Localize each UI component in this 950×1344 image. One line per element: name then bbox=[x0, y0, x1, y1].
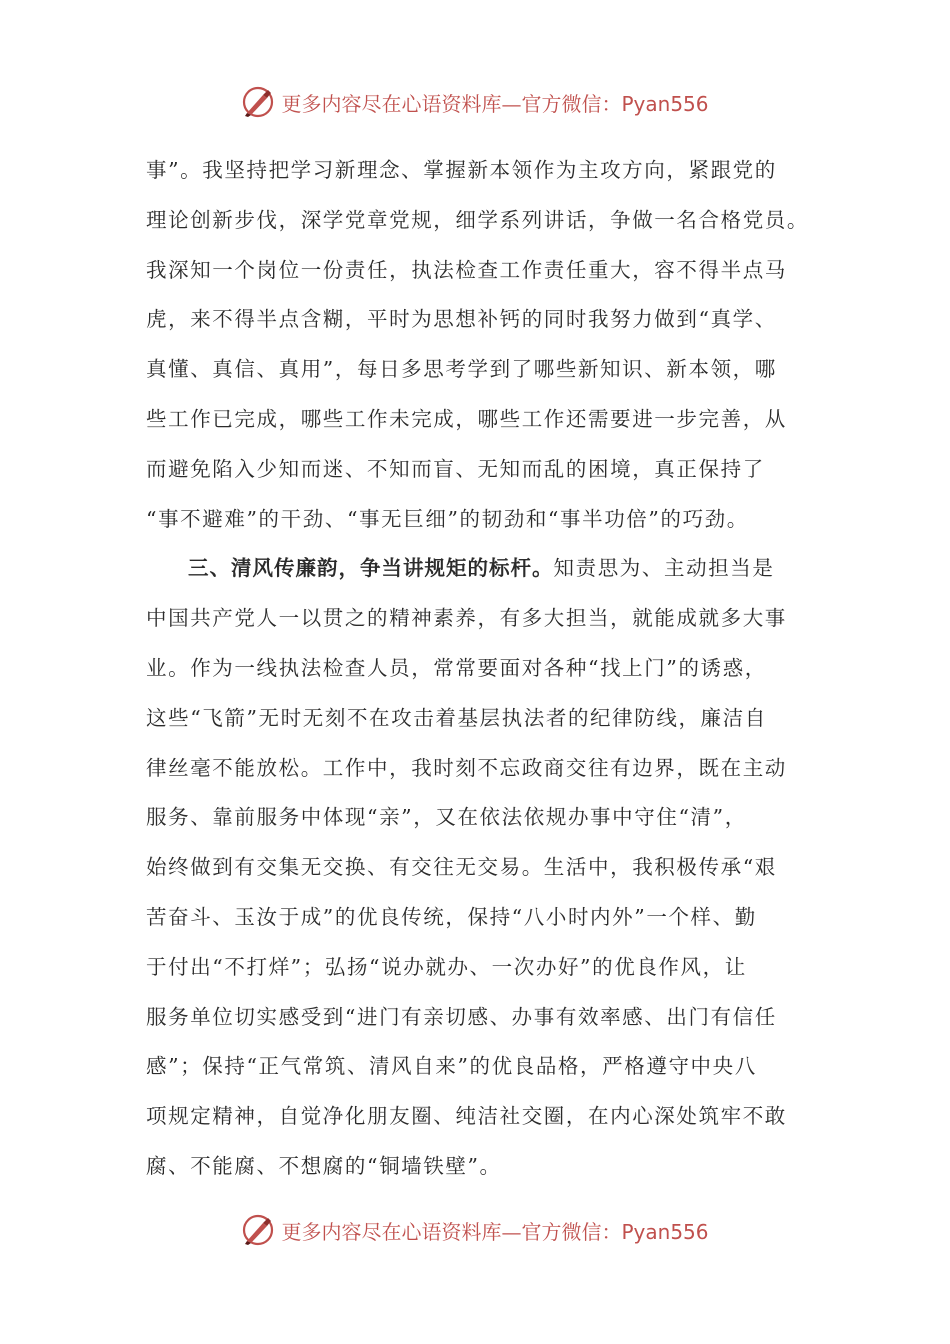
section-line: 服务、靠前服务中体现“亲”，又在依法依规办事中守住“清”， bbox=[146, 805, 747, 830]
body-line: 我深知一个岗位一份责任，执法检查工作责任重大，容不得半点马 bbox=[146, 257, 787, 282]
header-banner-text bbox=[281, 88, 708, 117]
document-body bbox=[146, 146, 826, 1192]
pen-logo-icon bbox=[241, 1213, 275, 1247]
section-line: 苦奋斗、玉汝于成”的优良传统，保持“八小时内外”一个样、勤 bbox=[146, 904, 757, 929]
body-line: 虎，来不得半点含糊，平时为思想补钙的同时我努力做到“真学、 bbox=[146, 307, 777, 332]
section-line: 业。作为一线执法检查人员，常常要面对各种“找上门”的诱惑， bbox=[146, 655, 767, 680]
header-banner-main: 更多内容尽在心语资料库 bbox=[281, 91, 502, 116]
section-line: 律丝毫不能放松。工作中，我时刻不忘政商交往有边界，既在主动 bbox=[146, 755, 787, 780]
body-line: 事”。我坚持把学习新理念、掌握新本领作为主攻方向，紧跟党的 bbox=[146, 158, 777, 182]
footer-banner bbox=[0, 1210, 950, 1250]
section-first-line-rest: 知责思为、主动担当是 bbox=[553, 556, 775, 581]
pen-logo-icon bbox=[241, 85, 275, 119]
section-line: 始终做到有交集无交换、有交往无交易。生活中，我积极传承“艰 bbox=[146, 855, 777, 880]
header-banner-id: Pyan556 bbox=[621, 91, 709, 116]
footer-banner-main: 更多内容尽在心语资料库 bbox=[281, 1219, 502, 1244]
section-heading: 三、清风传廉韵，争当讲规矩的标杆。 bbox=[188, 556, 554, 581]
header-banner bbox=[0, 82, 950, 122]
footer-banner-sep: — bbox=[501, 1219, 522, 1244]
section-line: 感”；保持“正气常筑、清风自来”的优良品格，严格遵守中央八 bbox=[146, 1054, 757, 1079]
body-line: 理论创新步伐，深学党章党规，细学系列讲话，争做一名合格党员。 bbox=[146, 207, 809, 232]
body-line: 真懂、真信、真用”，每日多思考学到了哪些新知识、新本领，哪 bbox=[146, 357, 777, 382]
section-line: 这些“飞箭”无时无刻不在攻击着基层执法者的纪律防线，廉洁自 bbox=[146, 705, 767, 730]
section-line: 项规定精神，自觉净化朋友圈、纯洁社交圈，在内心深处筑牢不敢 bbox=[146, 1104, 787, 1129]
section-line: 腐、不能腐、不想腐的“铜墙铁壁”。 bbox=[146, 1153, 502, 1178]
footer-banner-id: Pyan556 bbox=[621, 1219, 709, 1244]
section-line: 中国共产党人一以贯之的精神素养，有多大担当，就能成就多大事 bbox=[146, 606, 787, 631]
body-line: 而避免陷入少知而迷、不知而盲、无知而乱的困境，真正保持了 bbox=[146, 456, 765, 481]
header-banner-sep: — bbox=[501, 91, 522, 116]
section-line: 于付出“不打烊”；弘扬“说办就办、一次办好”的优良作风，让 bbox=[146, 954, 747, 979]
section-first-line bbox=[146, 544, 826, 594]
body-line: “事不避难”的干劲、“事无巨细”的韧劲和“事半功倍”的巧劲。 bbox=[146, 506, 749, 531]
footer-banner-wechat: 官方微信： bbox=[521, 1219, 622, 1244]
section-line: 服务单位切实感受到“进门有亲切感、办事有效率感、出门有信任 bbox=[146, 1004, 777, 1029]
body-line: 些工作已完成，哪些工作未完成，哪些工作还需要进一步完善，从 bbox=[146, 406, 787, 431]
header-banner-wechat: 官方微信： bbox=[521, 91, 622, 116]
footer-banner-text bbox=[281, 1216, 708, 1245]
